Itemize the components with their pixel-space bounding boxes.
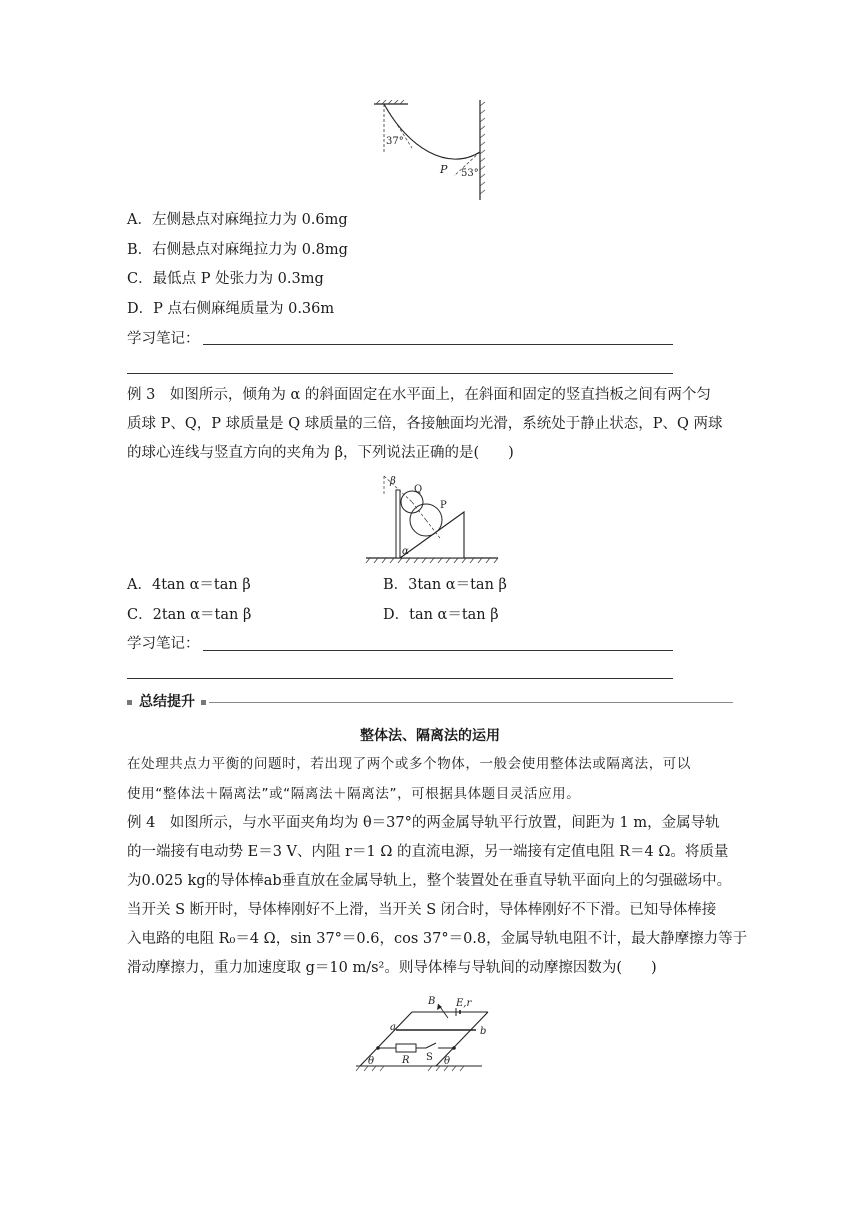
angle-37-label: 37° (386, 136, 404, 147)
q2-option-c: C．最低点 P 处张力为 0.3mg (127, 271, 324, 287)
q3-notes-line-1[interactable] (203, 650, 673, 651)
section-rule (209, 702, 733, 703)
q2-notes-label: 学习笔记： (127, 331, 200, 347)
q2-notes-line-2[interactable] (127, 373, 673, 374)
sphere-q-label: Q (414, 484, 423, 495)
q4-stem-line-5: 入电路的电阻 R₀＝4 Ω，sin 37°＝0.6，cos 37°＝0.8，金属导轨电阻不计，最大静摩擦力等于 (127, 931, 748, 947)
section-bullet-right (201, 700, 206, 705)
point-p-label: P (440, 163, 448, 176)
rails-circuit-figure (352, 990, 532, 1072)
rod-end-b-label: b (480, 1026, 487, 1037)
source-er-label: E,r (456, 998, 472, 1009)
spheres-incline-figure (362, 472, 502, 568)
q3-stem-line-1: 例 3 如图所示，倾角为 α 的斜面固定在水平面上，在斜面和固定的竖直挡板之间有两个匀 (127, 387, 711, 403)
switch-s-label: S (426, 1052, 433, 1063)
q2-notes-line-1[interactable] (203, 344, 673, 345)
angle-53-label: 53° (461, 168, 479, 179)
section-bullet-left (127, 700, 132, 705)
q3-notes-label: 学习笔记： (127, 636, 200, 652)
q3-option-b: B．3tan α＝tan β (383, 577, 507, 593)
summary-section-title: 总结提升 (139, 694, 195, 710)
magnetic-field-b-label: B (428, 996, 436, 1007)
q3-option-a: A．4tan α＝tan β (127, 577, 251, 593)
q4-stem-line-1: 例 4 如图所示，与水平面夹角均为 θ＝37°的两金属导轨平行放置，间距为 1 m，金属导轨 (127, 815, 720, 831)
angle-theta-left-label: θ (368, 1056, 375, 1067)
summary-sub-title: 整体法、隔离法的运用 (360, 728, 500, 744)
summary-body-line-1: 在处理共点力平衡的问题时，若出现了两个或多个物体，一般会使用整体法或隔离法，可以 (127, 756, 691, 772)
q2-option-a: A．左侧悬点对麻绳拉力为 0.6mg (127, 212, 348, 228)
q4-stem-line-4: 当开关 S 断开时，导体棒刚好不上滑，当开关 S 闭合时，导体棒刚好不下滑。已知导体棒接 (127, 902, 717, 918)
q3-option-c: C．2tan α＝tan β (127, 607, 252, 623)
angle-beta-label: β (390, 476, 396, 487)
q3-stem-line-3: 的球心连线与竖直方向的夹角为 β，下列说法正确的是( ) (127, 445, 514, 461)
rod-end-a-label: a (390, 1022, 396, 1033)
q4-stem-line-2: 的一端接有电动势 E＝3 V、内阻 r＝1 Ω 的直流电源，另一端接有定值电阻 R＝4 Ω。将质量 (127, 844, 729, 860)
q2-option-b: B．右侧悬点对麻绳拉力为 0.8mg (127, 242, 348, 258)
q3-option-d: D．tan α＝tan β (383, 607, 499, 623)
angle-theta-right-label: θ (444, 1056, 451, 1067)
q3-notes-line-2[interactable] (127, 678, 673, 679)
summary-section-header (127, 692, 733, 712)
q3-stem-line-2: 质球 P、Q，P 球质量是 Q 球质量的三倍，各接触面均光滑，系统处于静止状态，P、Q 两球 (127, 416, 723, 432)
angle-alpha-label: α (402, 546, 409, 557)
q2-option-d: D．P 点右侧麻绳质量为 0.36m (127, 301, 335, 317)
rope-figure (368, 100, 492, 204)
sphere-p-label: P (440, 500, 447, 511)
resistor-r-label: R (402, 1055, 410, 1066)
summary-body-line-2: 使用“整体法＋隔离法”或“隔离法＋隔离法”，可根据具体题目灵活应用。 (127, 786, 581, 802)
q4-stem-line-3: 为0.025 kg的导体棒ab垂直放在金属导轨上，整个装置处在垂直导轨平面向上的匀强磁场中。 (127, 873, 732, 889)
q4-stem-line-6: 滑动摩擦力，重力加速度取 g＝10 m/s²。则导体棒与导轨间的动摩擦因数为( ) (127, 960, 657, 976)
